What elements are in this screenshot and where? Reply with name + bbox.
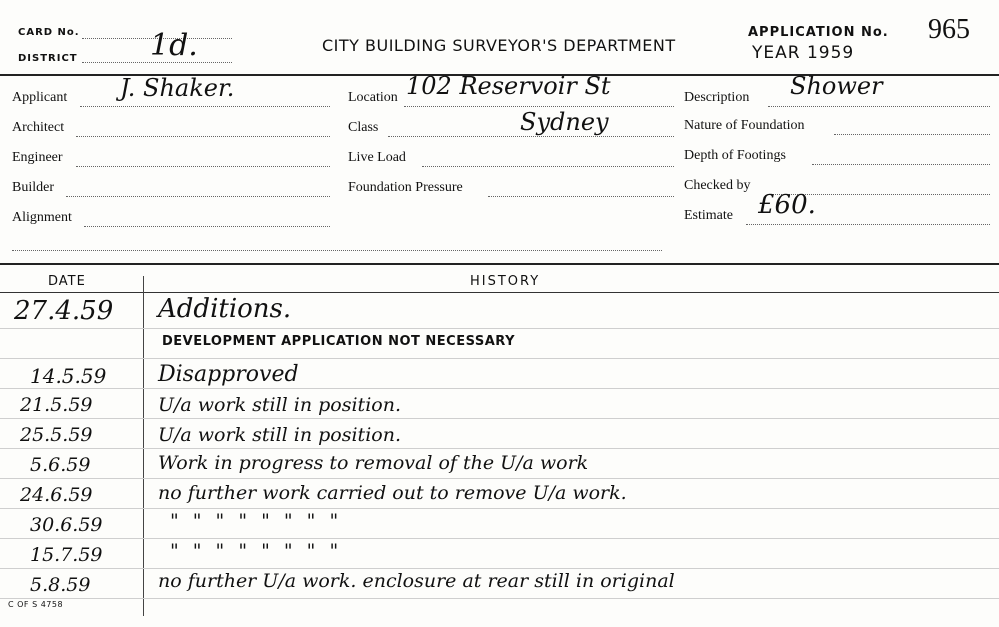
history-entry-date: 14.5.59 [30,364,107,388]
district-label: DISTRICT [18,53,78,64]
history-line [0,478,999,479]
history-line [0,418,999,419]
history-entry-date: 24.6.59 [20,484,93,506]
department-title: CITY BUILDING SURVEYOR'S DEPARTMENT [322,36,676,55]
history-line [0,448,999,449]
alignment-label: Alignment [12,210,72,225]
applicant-line [80,106,330,107]
depth-of-footings-line [812,164,990,165]
applicant-value: J. Shaker. [120,74,235,102]
description-label: Description [684,90,750,105]
depth-of-footings-label: Depth of Footings [684,148,786,163]
history-entry-date: 30.6.59 [30,514,103,536]
history-line [0,508,999,509]
history-entry-text: no further U/a work. enclosure at rear still in original [158,570,675,592]
date-column-header: DATE [48,274,86,289]
history-line [0,328,999,329]
history-line [0,538,999,539]
builder-line [66,196,330,197]
district-value: 1d. [150,28,198,63]
year-label: YEAR 1959 [752,43,855,63]
nature-of-foundation-label: Nature of Foundation [684,118,805,133]
builder-label: Builder [12,180,54,195]
nature-of-foundation-line [834,134,990,135]
engineer-line [76,166,330,167]
live-load-label: Live Load [348,150,406,165]
architect-label: Architect [12,120,65,135]
history-entry-text: Work in progress to removal of the U/a work [158,452,589,474]
history-entry-date: 25.5.59 [20,424,93,446]
class-value: Sydney [520,108,609,136]
history-line [0,598,999,599]
foundation-pressure-label: Foundation Pressure [348,180,463,195]
application-label: APPLICATION No. [748,25,889,40]
history-line [0,388,999,389]
history-entry-date: 21.5.59 [20,394,93,416]
class-line [388,136,674,137]
history-header-rule [0,292,999,293]
history-entry-text: Disapproved [158,362,299,387]
checked-by-label: Checked by [684,178,751,193]
card-no-label: CARD No. [18,27,80,38]
history-entry-date: 15.7.59 [30,544,103,566]
application-number: 965 [928,14,970,45]
applicant-label: Applicant [12,90,68,105]
history-entry-text: U/a work still in position. [158,424,401,446]
description-line [768,106,990,107]
alignment-line [84,226,330,227]
history-entry-date: 5.6.59 [30,454,91,476]
location-line [404,106,674,107]
history-entry-date: 27.4.59 [14,296,114,326]
history-entry-text: Additions. [158,294,292,324]
foundation-pressure-line [488,196,674,197]
development-stamp: DEVELOPMENT APPLICATION NOT NECESSARY [162,334,516,349]
history-line [0,358,999,359]
history-top-rule [0,263,999,265]
estimate-label: Estimate [684,208,733,223]
history-entry-date: 5.8.59 [30,574,91,596]
engineer-label: Engineer [12,150,63,165]
class-label: Class [348,120,379,135]
live-load-line [422,166,674,167]
architect-line [76,136,330,137]
extra-line [12,250,662,251]
form-code: C OF S 4758 [8,600,64,609]
history-column-header: HISTORY [470,274,541,289]
history-line [0,568,999,569]
history-entry-text: U/a work still in position. [158,394,401,416]
column-divider [143,276,144,616]
history-entry-text: " " " " " " " " [170,510,343,532]
location-label: Location [348,90,398,105]
history-entry-text: " " " " " " " " [170,540,343,562]
description-value: Shower [790,72,883,100]
history-entry-text: no further work carried out to remove U/a work. [158,482,627,504]
estimate-value: £60. [758,190,816,220]
location-value: 102 Reservoir St [406,72,611,100]
estimate-line [746,224,990,225]
